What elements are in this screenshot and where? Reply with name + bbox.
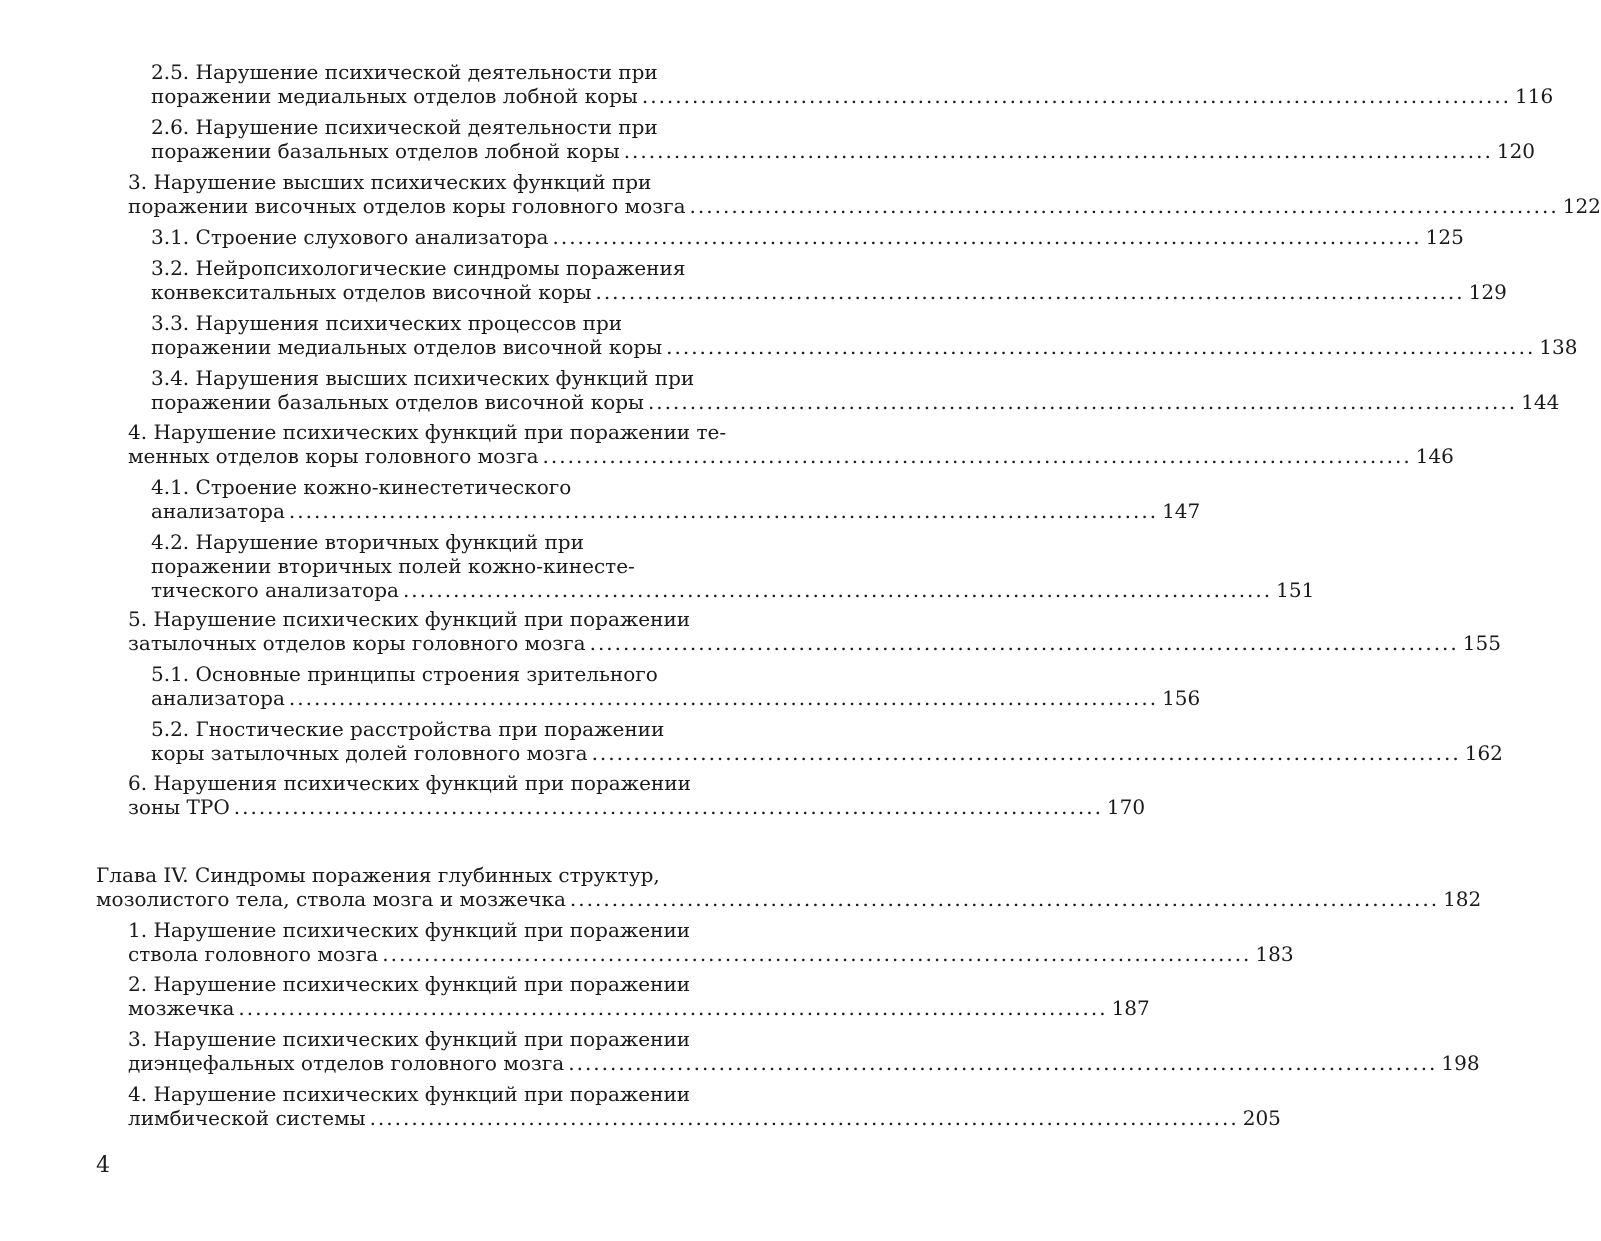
toc-entry-3-4 xyxy=(151,366,1560,414)
dot-leader: ........................................................................................................ xyxy=(569,887,1440,911)
toc-entry-text: поражении височных отделов коры головного мозга xyxy=(128,194,686,218)
dot-leader: ........................................................................................................ xyxy=(288,499,1159,523)
toc-entry-ch4-4 xyxy=(128,1082,1281,1130)
chapter-heading-text: мозолистого тела, ствола мозга и мозжечка xyxy=(96,887,566,911)
toc-entry-text: 3.1. Строение слухового анализатора xyxy=(151,225,549,249)
toc-entry-text: 3.2. Нейропсихологические синдромы поражения xyxy=(151,256,686,280)
dot-leader: ........................................................................................................ xyxy=(568,1051,1438,1075)
toc-page-number: 162 xyxy=(1464,741,1503,765)
dot-leader: ........................................................................................................ xyxy=(666,335,1536,359)
dot-leader: ........................................................................................................ xyxy=(542,444,1412,468)
toc-entry-3 xyxy=(128,170,1601,218)
dot-leader: ........................................................................................................ xyxy=(647,390,1518,414)
dot-leader: ........................................................................................................ xyxy=(623,139,1493,163)
toc-entry-ch4-2 xyxy=(128,972,1150,1020)
toc-entry-text: поражении базальных отделов лобной коры xyxy=(151,139,620,163)
toc-entry-text: анализатора xyxy=(151,499,285,523)
toc-page-number: 120 xyxy=(1496,139,1536,163)
toc-entry-text: 4.2. Нарушение вторичных функций при xyxy=(151,530,584,554)
toc-page-number: 151 xyxy=(1276,578,1315,602)
toc-page-number: 182 xyxy=(1443,887,1482,911)
toc-entry-5-1 xyxy=(151,662,1201,710)
chapter-heading-text: Глава IV. Синдромы поражения глубинных структур, xyxy=(96,863,660,887)
page-number: 4 xyxy=(96,1153,110,1178)
toc-entry-4-1 xyxy=(151,475,1201,523)
dot-leader: ........................................................................................................ xyxy=(369,1106,1239,1130)
toc-entry-2-6 xyxy=(151,115,1536,163)
toc-entry-text: 3.3. Нарушения психических процессов при xyxy=(151,311,623,335)
toc-chapter-4 xyxy=(96,863,1482,911)
toc-entry-3-1 xyxy=(151,225,1464,249)
toc-entry-text: анализатора xyxy=(151,686,285,710)
toc-entry-text: 2. Нарушение психических функций при поражении xyxy=(128,972,691,996)
toc-page-number: 156 xyxy=(1162,686,1201,710)
toc-page-number: 183 xyxy=(1255,942,1294,966)
toc-page-number: 116 xyxy=(1515,84,1554,108)
toc-entry-text: 4.1. Строение кожно-кинестетического xyxy=(151,475,572,499)
toc-entry-text: поражении медиальных отделов лобной коры xyxy=(151,84,638,108)
dot-leader: ........................................................................................................ xyxy=(382,942,1252,966)
toc-entry-3-3 xyxy=(151,311,1578,359)
toc-entry-text: менных отделов коры головного мозга xyxy=(128,444,539,468)
toc-entry-3-2 xyxy=(151,256,1507,304)
toc-entry-text: поражении медиальных отделов височной коры xyxy=(151,335,663,359)
dot-leader: ........................................................................................................ xyxy=(552,225,1422,249)
toc-page-number: 138 xyxy=(1539,335,1578,359)
toc-entry-text: 3.4. Нарушения высших психических функций при xyxy=(151,366,695,390)
toc-page-number: 198 xyxy=(1441,1051,1480,1075)
toc-page-number: 129 xyxy=(1468,280,1507,304)
toc-entry-ch4-1 xyxy=(128,918,1294,966)
toc-entry-text: 5.2. Гностические расстройства при поражении xyxy=(151,717,665,741)
toc-entry-2-5 xyxy=(151,60,1554,108)
toc-entry-text: 1. Нарушение психических функций при поражении xyxy=(128,918,691,942)
toc-entry-text: 5. Нарушение психических функций при поражении xyxy=(128,607,691,631)
toc-page-number: 146 xyxy=(1415,444,1454,468)
toc-entry-text: 4. Нарушение психических функций при поражении те- xyxy=(128,420,727,444)
toc-entry-5-2 xyxy=(151,717,1503,765)
toc-page-number: 144 xyxy=(1521,390,1560,414)
toc-entry-4 xyxy=(128,420,1454,468)
dot-leader: ........................................................................................................ xyxy=(641,84,1512,108)
dot-leader: ........................................................................................................ xyxy=(402,578,1273,602)
dot-leader: ........................................................................................................ xyxy=(595,280,1465,304)
toc-entry-text: тического анализатора xyxy=(151,578,399,602)
toc-entry-text: 6. Нарушения психических функций при поражении xyxy=(128,771,691,795)
toc-entry-text: 3. Нарушение высших психических функций при xyxy=(128,170,652,194)
toc-page-number: 122 xyxy=(1562,194,1601,218)
dot-leader: ........................................................................................................ xyxy=(689,194,1559,218)
toc-entry-text: коры затылочных долей головного мозга xyxy=(151,741,588,765)
dot-leader: ........................................................................................................ xyxy=(288,686,1159,710)
toc-entry-text: мозжечка xyxy=(128,996,235,1020)
dot-leader: ........................................................................................................ xyxy=(589,631,1459,655)
toc-entry-text: ствола головного мозга xyxy=(128,942,379,966)
toc-entry-text: лимбической системы xyxy=(128,1106,366,1130)
toc-entry-6 xyxy=(128,771,1146,819)
toc-entry-text: 4. Нарушение психических функций при поражении xyxy=(128,1082,691,1106)
toc-entry-text: диэнцефальных отделов головного мозга xyxy=(128,1051,565,1075)
toc-entry-4-2 xyxy=(151,530,1315,602)
toc-entry-text: поражении вторичных полей кожно-кинесте- xyxy=(151,554,635,578)
toc-entry-text: 3. Нарушение психических функций при поражении xyxy=(128,1027,691,1051)
toc-page-number: 125 xyxy=(1425,225,1464,249)
toc-entry-5 xyxy=(128,607,1501,655)
toc-entry-ch4-3 xyxy=(128,1027,1480,1075)
toc-page-number: 155 xyxy=(1462,631,1501,655)
toc-page-number: 205 xyxy=(1242,1106,1281,1130)
dot-leader: ........................................................................................................ xyxy=(591,741,1461,765)
toc-entry-text: 2.5. Нарушение психической деятельности при xyxy=(151,60,658,84)
toc-entry-text: затылочных отделов коры головного мозга xyxy=(128,631,586,655)
dot-leader: ........................................................................................................ xyxy=(238,996,1108,1020)
toc-page-number: 147 xyxy=(1162,499,1201,523)
dot-leader: ........................................................................................................ xyxy=(233,795,1103,819)
toc-entry-text: зоны ТРО xyxy=(128,795,230,819)
toc-entry-text: 5.1. Основные принципы строения зрительного xyxy=(151,662,658,686)
toc-entry-text: 2.6. Нарушение психической деятельности при xyxy=(151,115,658,139)
toc-entry-text: поражении базальных отделов височной коры xyxy=(151,390,644,414)
toc-page-number: 170 xyxy=(1106,795,1146,819)
toc-page-number: 187 xyxy=(1111,996,1150,1020)
toc-entry-text: конвекситальных отделов височной коры xyxy=(151,280,592,304)
